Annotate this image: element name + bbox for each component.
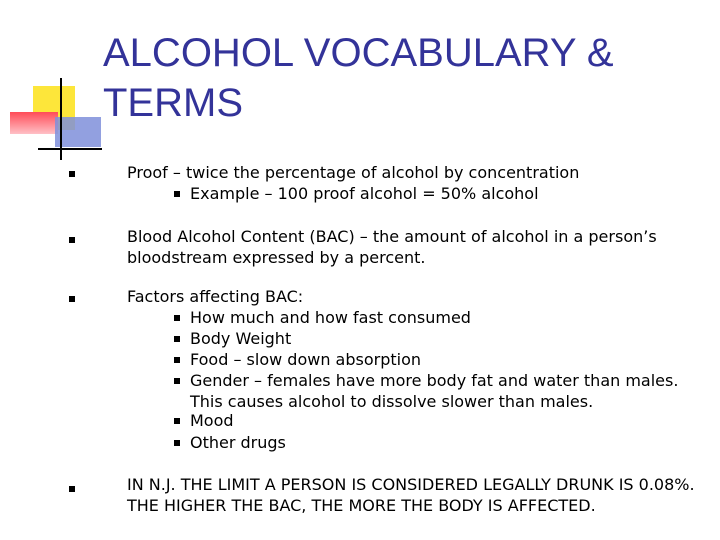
sub-bullet-example xyxy=(190,183,690,204)
sub-bullet-factor xyxy=(190,328,690,349)
bullet-bac xyxy=(127,226,675,268)
sub-bullet-factor xyxy=(190,370,690,412)
bullet-factors xyxy=(127,286,687,307)
sub-bullet-text: Mood xyxy=(190,411,234,430)
sub-bullet-factor xyxy=(190,349,690,370)
sub-bullet-text: Example – 100 proof alcohol = 50% alcohol xyxy=(190,184,539,203)
bullet-text: Proof – twice the percentage of alcohol by concentration xyxy=(127,163,580,182)
bullet-marker xyxy=(69,237,75,243)
sub-bullet-text: How much and how fast consumed xyxy=(190,308,471,327)
sub-bullet-factor xyxy=(190,432,690,453)
sub-bullet-factor xyxy=(190,307,690,328)
bullet-marker xyxy=(174,440,180,446)
bullet-marker xyxy=(69,486,75,492)
sub-bullet-factor xyxy=(190,410,690,431)
bullet-marker xyxy=(174,191,180,197)
bullet-marker xyxy=(174,336,180,342)
bullet-proof xyxy=(127,162,687,183)
bullet-marker xyxy=(174,378,180,384)
bullet-text: Factors affecting BAC: xyxy=(127,287,304,306)
sub-bullet-text: Food – slow down absorption xyxy=(190,350,422,369)
sub-bullet-text: Body Weight xyxy=(190,329,292,348)
slide-title: ALCOHOL VOCABULARY & TERMS xyxy=(103,31,614,125)
bullet-marker xyxy=(69,171,75,177)
bullet-text: IN N.J. THE LIMIT A PERSON IS CONSIDERED LEGALLY DRUNK IS 0.08%. THE HIGHER THE BAC, THE MORE THE BODY IS AFFECTED. xyxy=(127,475,695,515)
bullet-legal-limit xyxy=(127,474,697,516)
bullet-marker xyxy=(174,418,180,424)
sub-bullet-text: Other drugs xyxy=(190,433,286,452)
sub-bullet-text: Gender – females have more body fat and water than males. This causes alcohol to dissolve slower than males. xyxy=(190,371,679,411)
bullet-marker xyxy=(174,357,180,363)
bullet-marker xyxy=(174,315,180,321)
bullet-marker xyxy=(69,296,75,302)
bullet-text: Blood Alcohol Content (BAC) – the amount of alcohol in a person’s bloodstream expressed by a percent. xyxy=(127,227,657,267)
